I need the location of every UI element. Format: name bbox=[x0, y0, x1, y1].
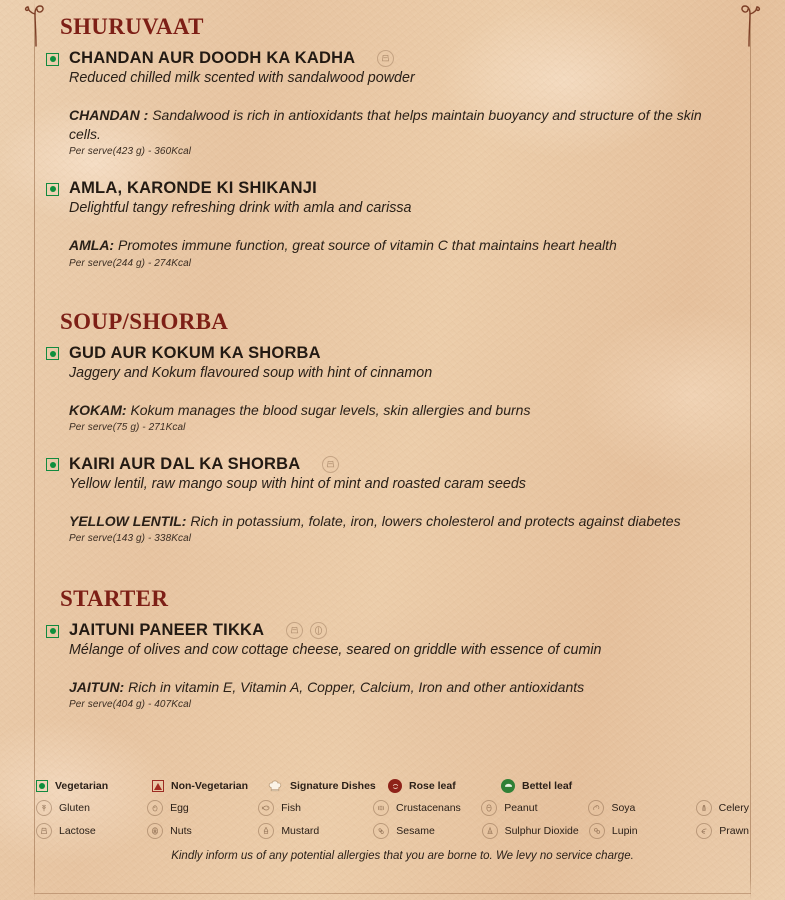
menu-item-note-term: JAITUN: bbox=[69, 678, 125, 695]
menu-item-note bbox=[69, 512, 729, 531]
bottom-border-rule bbox=[34, 893, 751, 894]
menu-item-allergens bbox=[377, 50, 394, 67]
legend-label: Celery bbox=[718, 802, 750, 814]
legend-item-prawn bbox=[696, 823, 749, 839]
menu-item-serving: Per serve(75 g) - 271Kcal bbox=[69, 421, 186, 433]
menu-item-note-term: AMLA: bbox=[69, 237, 115, 254]
legend-item-mustard bbox=[258, 823, 373, 839]
crustacean-icon bbox=[373, 800, 389, 816]
legend-item-soya bbox=[588, 800, 695, 816]
menu-item-serving: Per serve(143 g) - 338Kcal bbox=[69, 533, 192, 544]
menu-item[interactable] bbox=[46, 179, 739, 268]
lactose-icon bbox=[322, 456, 339, 473]
menu-item-note bbox=[69, 236, 729, 255]
menu-item-description: Reduced chilled milk scented with sandalwood powder bbox=[69, 70, 415, 86]
menu-item-header bbox=[46, 179, 739, 198]
menu-item-name: JAITUNI PANEER TIKKA bbox=[69, 621, 265, 639]
legend-item-egg bbox=[147, 800, 258, 816]
menu-item-description: Yellow lentil, raw mango soup with hint of mint and roasted caram seeds bbox=[69, 475, 526, 492]
menu-item-description: Mélange of olives and cow cottage cheese, seared on griddle with essence of cumin bbox=[69, 642, 602, 658]
legend-label: Vegetarian bbox=[55, 780, 109, 792]
legend-item-bettel-leaf bbox=[501, 779, 572, 793]
menu-item-note-text: Promotes immune function, great source of vitamin C that maintains heart health bbox=[118, 237, 617, 254]
fish-icon bbox=[258, 800, 274, 816]
legend-label: Signature Dishes bbox=[290, 780, 376, 792]
mustard-icon bbox=[258, 823, 274, 839]
legend-label: Mustard bbox=[281, 825, 320, 837]
vegetarian-marker-icon bbox=[46, 625, 59, 638]
legend-item-nuts bbox=[147, 823, 258, 839]
vegetarian-marker-icon bbox=[46, 347, 59, 360]
menu-item-note-term: CHANDAN : bbox=[69, 106, 149, 123]
non-vegetarian-marker-icon bbox=[152, 780, 164, 792]
menu-item-serving: Per serve(404 g) - 407Kcal bbox=[69, 699, 192, 711]
legend-item-fish bbox=[258, 800, 373, 816]
menu-item-name: GUD AUR KOKUM KA SHORBA bbox=[69, 343, 321, 362]
lactose-icon bbox=[36, 823, 52, 839]
menu-section-shuruvaat bbox=[46, 14, 739, 269]
vegetarian-marker-icon bbox=[36, 780, 48, 792]
legend-row-allergens-1 bbox=[36, 800, 749, 816]
legend-row-allergens-2 bbox=[36, 823, 749, 839]
legend-row-primary bbox=[36, 779, 749, 793]
legend-item-lactose bbox=[36, 823, 147, 839]
legend-label: Fish bbox=[281, 802, 301, 814]
menu-item-serving: Per serve(244 g) - 274Kcal bbox=[69, 257, 192, 269]
menu-item-note bbox=[69, 106, 729, 145]
menu-item[interactable] bbox=[46, 455, 739, 544]
menu-item-note bbox=[69, 401, 729, 420]
legend-label: Peanut bbox=[504, 802, 538, 814]
menu-item-header bbox=[46, 344, 739, 363]
vegetarian-marker-icon bbox=[46, 53, 59, 66]
legend-item-lupin bbox=[589, 823, 696, 839]
legend-item-peanut bbox=[481, 800, 588, 816]
menu-item-header bbox=[46, 49, 739, 68]
lupin-icon bbox=[589, 823, 605, 839]
menu-item-name: AMLA, KARONDE KI SHIKANJI bbox=[69, 179, 317, 198]
menu-item-serving: Per serve(423 g) - 360Kcal bbox=[69, 146, 192, 158]
rose-leaf-icon bbox=[388, 779, 402, 793]
menu-item[interactable] bbox=[46, 621, 739, 710]
lactose-icon bbox=[377, 50, 394, 67]
legend-item-sulphur-dioxide bbox=[482, 823, 589, 839]
menu-item-header bbox=[46, 455, 739, 474]
menu-section-soup-shorba bbox=[46, 309, 739, 544]
legend-label: Gluten bbox=[59, 802, 90, 814]
nuts-icon bbox=[310, 622, 327, 639]
sulphur-dioxide-icon bbox=[482, 823, 498, 839]
menu-section-starter bbox=[46, 586, 739, 710]
bettel-leaf-icon bbox=[501, 779, 515, 793]
section-title: STARTER bbox=[60, 586, 169, 611]
legend-label: Non-Vegetarian bbox=[171, 780, 249, 792]
menu-item-note-term: YELLOW LENTIL: bbox=[69, 512, 187, 529]
legend-label: Rose leaf bbox=[409, 780, 456, 792]
celery-icon bbox=[696, 800, 712, 816]
nuts-icon bbox=[147, 823, 163, 839]
prawn-icon bbox=[696, 823, 712, 839]
menu-item-note-text: Sandalwood is rich in antioxidants that helps maintain buoyancy and structure of the skin cells. bbox=[69, 106, 702, 143]
section-title: SHURUVAAT bbox=[60, 14, 204, 39]
section-title: SOUP/SHORBA bbox=[60, 308, 229, 334]
legend-item-celery bbox=[696, 800, 749, 816]
menu-item-note-term: KOKAM: bbox=[69, 401, 127, 418]
menu-item[interactable] bbox=[46, 49, 739, 157]
menu-item-allergens bbox=[286, 622, 327, 639]
peanut-icon bbox=[481, 800, 497, 816]
legend-item-vegetarian bbox=[36, 780, 152, 792]
legend-label: Lupin bbox=[611, 825, 638, 837]
legend bbox=[36, 779, 749, 862]
legend-label: Crustacenans bbox=[396, 802, 461, 814]
vegetarian-marker-icon bbox=[46, 458, 59, 471]
legend-item-gluten bbox=[36, 800, 147, 816]
menu-item[interactable] bbox=[46, 344, 739, 433]
allergy-footnote: Kindly inform us of any potential allergies that you are borne to. We levy no service charge. bbox=[171, 850, 634, 862]
legend-item-crustacenans bbox=[373, 800, 481, 816]
legend-label: Nuts bbox=[170, 825, 192, 837]
menu-item-header bbox=[46, 621, 739, 640]
egg-icon bbox=[147, 800, 163, 816]
legend-label: Bettel leaf bbox=[522, 780, 573, 792]
legend-label: Prawn bbox=[719, 825, 749, 837]
lactose-icon bbox=[286, 622, 303, 639]
legend-label: Soya bbox=[611, 802, 636, 814]
menu-item-description: Jaggery and Kokum flavoured soup with hint of cinnamon bbox=[69, 364, 433, 381]
menu-item-allergens bbox=[322, 456, 339, 473]
legend-item-signature-dishes bbox=[268, 779, 388, 793]
legend-item-sesame bbox=[373, 823, 481, 839]
menu-item-description: Delightful tangy refreshing drink with amla and carissa bbox=[69, 200, 412, 217]
menu-item-note-text: Rich in vitamin E, Vitamin A, Copper, Calcium, Iron and other antioxidants bbox=[128, 678, 585, 695]
menu-item-note-text: Kokum manages the blood sugar levels, skin allergies and burns bbox=[130, 401, 531, 418]
soya-icon bbox=[588, 800, 604, 816]
sesame-icon bbox=[373, 823, 389, 839]
menu-item-name: CHANDAN AUR DOODH KA KADHA bbox=[69, 49, 356, 67]
vegetarian-marker-icon bbox=[46, 183, 59, 196]
gluten-icon bbox=[36, 800, 52, 816]
menu-item-note bbox=[69, 678, 729, 697]
legend-label: Sulphur Dioxide bbox=[504, 825, 579, 837]
menu-item-note-text: Rich in potassium, folate, iron, lowers cholesterol and protects against diabetes bbox=[190, 512, 681, 529]
legend-item-rose-leaf bbox=[388, 779, 501, 793]
legend-label: Sesame bbox=[396, 825, 435, 837]
menu-item-name: KAIRI AUR DAL KA SHORBA bbox=[69, 454, 301, 473]
legend-label: Egg bbox=[170, 802, 189, 814]
chef-hat-icon bbox=[268, 779, 283, 793]
legend-label: Lactose bbox=[59, 825, 96, 837]
legend-item-non-vegetarian bbox=[152, 780, 268, 792]
